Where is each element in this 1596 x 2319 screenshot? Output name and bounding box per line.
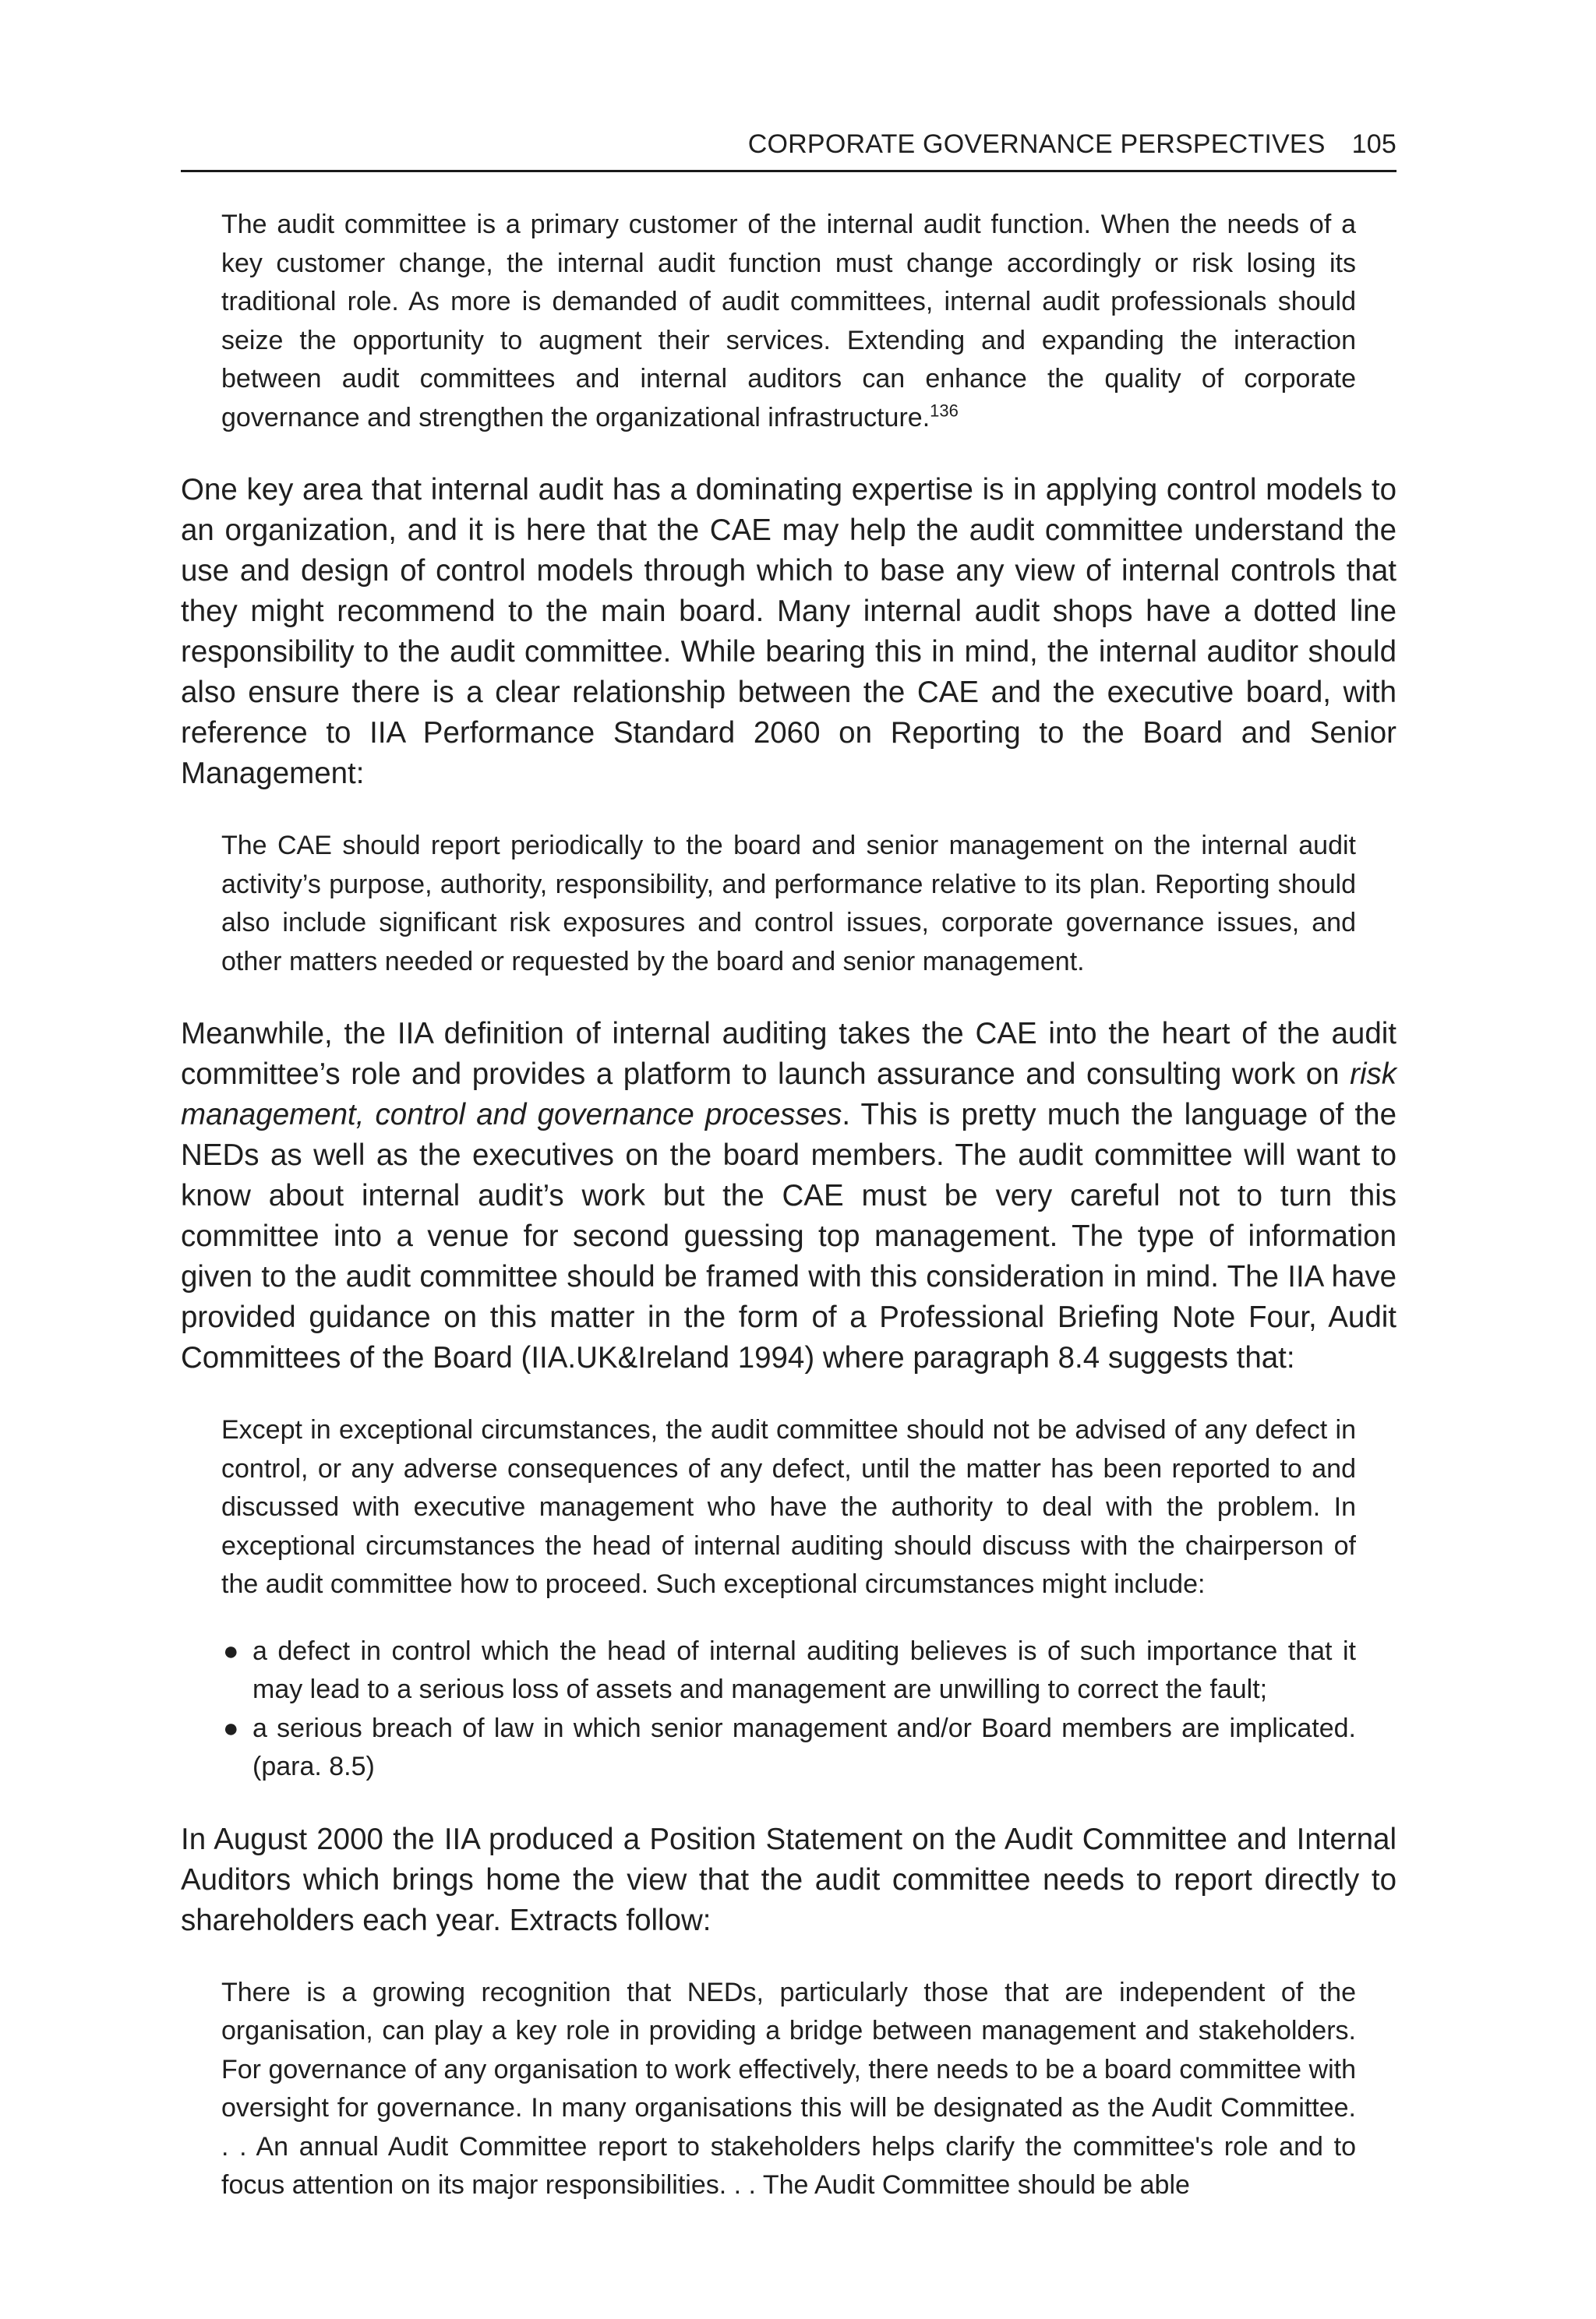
- paragraph-position-statement: In August 2000 the IIA produced a Position Statement on the Audit Committee and Internal Auditors which brings home the view that the audit committee needs to report directly to shareholders each year. Extracts follow:: [181, 1822, 1396, 1937]
- paragraph-control-models: One key area that internal audit has a dominating expertise is in applying control models to an organization, and it is here that the CAE may help the audit committee understand the use and design of control models through which to base any view of internal controls that they might recommend to the main board. Many internal audit shops have a dotted line responsibility to the audit committee. While bearing this in mind, the internal auditor should also ensure there is a clear relationship between the CAE and the executive board, with reference to IIA Performance Standard 2060 on Reporting to the Board and Senior Management:: [181, 473, 1396, 790]
- list-item: [221, 1632, 1356, 1710]
- page-body: [181, 206, 1396, 2205]
- block-quote-neds: There is a growing recognition that NEDs, particularly those that are independent of the organisation, can play a key role in providing a bridge between management and stakeholders. For governance of any organisation to work effectively, there needs to be a board committee with oversight for governance. In many organisations this will be designated as the Audit Committee. . . An annual Audit Committee report to stakeholders helps clarify the committee's role and to focus attention on its major responsibilities. . . The Audit Committee should be able: [221, 1977, 1356, 2200]
- list-item-text: a serious breach of law in which senior management and/or Board members are implicated. (para. 8.5): [252, 1713, 1356, 1781]
- quote-text: The audit committee is a primary customer of the internal audit function. When the needs of a key customer change, the internal audit function must change accordingly or risk losing its traditional role. As more is demanded of audit committees, internal audit professionals should seize the opportunity to augment their services. Extending and expanding the interaction between audit committees and internal auditors can enhance the quality of corporate governance and strengthen the organizational infrastructure.: [221, 210, 1356, 432]
- footnote-marker: 136: [930, 401, 959, 421]
- bullet-icon: ●: [223, 1713, 239, 1743]
- block-quote-briefing-note: Except in exceptional circumstances, the audit committee should not be advised of any defect in control, or any adverse consequences of any defect, until the matter has been reported to and discussed with executive management who have the authority to deal with the problem. In exceptional circumstances the head of internal auditing should discuss with the chairperson of the audit committee how to proceed. Such exceptional circumstances might include:: [221, 1415, 1356, 1599]
- paragraph-emphasis: risk management, control and governance processes: [181, 1057, 1396, 1131]
- running-head-title: CORPORATE GOVERNANCE PERSPECTIVES: [747, 129, 1326, 159]
- block-quote-standard-2060: The CAE should report periodically to the board and senior management on the internal audit activity’s purpose, authority, responsibility, and performance relative to its plan. Reporting should also include significant risk exposures and control issues, corporate governance issues, and other matters needed or requested by the board and senior management.: [221, 831, 1356, 976]
- bullet-list: [221, 1632, 1356, 1787]
- list-item: [221, 1710, 1356, 1787]
- page-number: 105: [1351, 129, 1396, 159]
- bullet-icon: ●: [223, 1636, 239, 1666]
- paragraph-text-end: . This is pretty much the language of the NEDs as well as the executives on the board members. The audit committee will want to know about internal audit’s work but the CAE must be very careful not to turn this committee into a venue for second guessing top management. The type of information given to the audit committee should be framed with this consideration in mind. The IIA have provided guidance on this matter in the form of a Professional Briefing Note Four, Audit Committees of the Board (IIA.UK&Ireland 1994) where paragraph 8.4 suggests that:: [181, 1098, 1396, 1375]
- running-head: [181, 118, 1396, 172]
- list-item-text: a defect in control which the head of internal auditing believes is of such importance that it may lead to a serious loss of assets and management are unwilling to correct the fault;: [252, 1636, 1356, 1704]
- paragraph-text-start: Meanwhile, the IIA definition of internal auditing takes the CAE into the heart of the audit committee’s role and provides a platform to launch assurance and consulting work on: [181, 1017, 1396, 1091]
- paragraph-iia-definition: [181, 1014, 1396, 1378]
- block-quote-audit-customer: [221, 206, 1356, 437]
